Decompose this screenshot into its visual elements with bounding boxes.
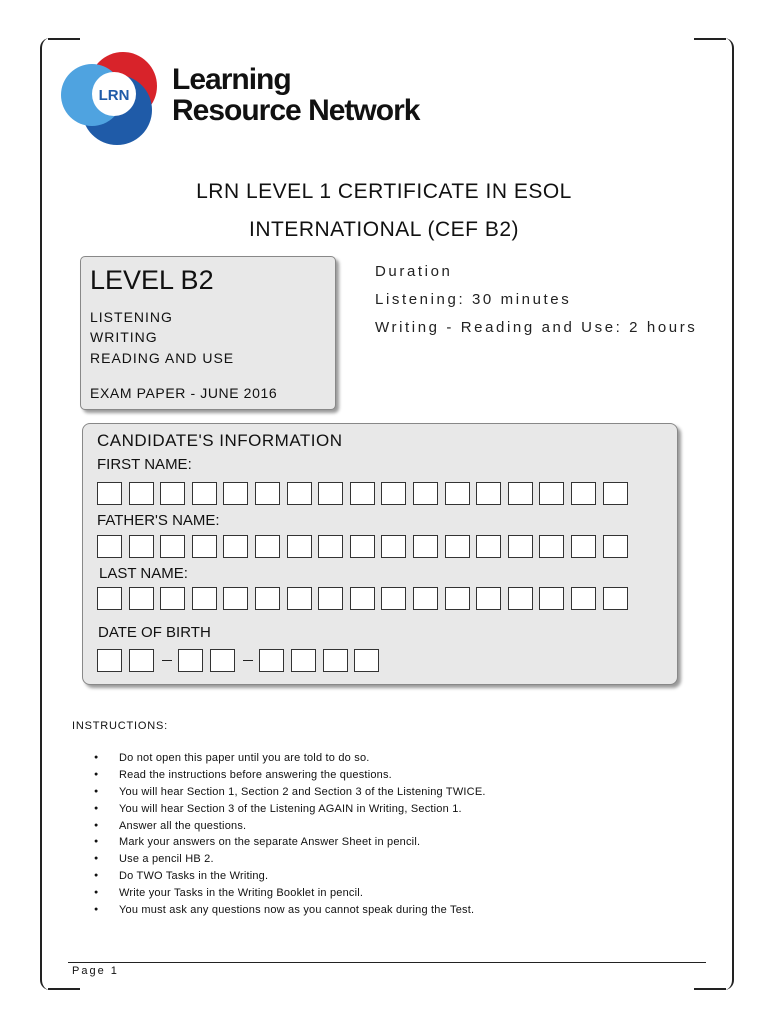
character-box[interactable] <box>323 649 348 672</box>
character-box[interactable] <box>381 482 406 505</box>
list-item: ● You will hear Section 3 of the Listening AGAIN in Writing, Section 1. <box>94 801 486 818</box>
character-box[interactable] <box>97 649 122 672</box>
character-box[interactable] <box>539 587 564 610</box>
list-item: ● You will hear Section 1, Section 2 and Section 3 of the Listening TWICE. <box>94 784 486 801</box>
frame-corner <box>694 38 726 40</box>
character-box[interactable] <box>287 482 312 505</box>
list-item: ● Do not open this paper until you are told to do so. <box>94 750 486 767</box>
character-box[interactable] <box>129 535 154 558</box>
character-box[interactable] <box>508 587 533 610</box>
character-box[interactable] <box>603 482 628 505</box>
character-box[interactable] <box>291 649 316 672</box>
frame-corner <box>48 988 80 990</box>
character-box[interactable] <box>539 482 564 505</box>
character-box[interactable] <box>97 482 122 505</box>
character-box[interactable] <box>192 535 217 558</box>
footer-divider <box>68 962 706 963</box>
character-box[interactable] <box>160 535 185 558</box>
candidate-information-title: CANDIDATE'S INFORMATION <box>97 431 343 450</box>
logo-wordmark <box>172 64 419 126</box>
skill-reading-and-use: READING AND USE <box>90 350 235 366</box>
frame-corner <box>48 38 80 40</box>
first-name-boxes[interactable] <box>97 481 634 505</box>
character-box[interactable] <box>476 535 501 558</box>
last-name-label: LAST NAME: <box>99 565 188 582</box>
level-title: LEVEL B2 <box>90 265 214 295</box>
character-box[interactable] <box>318 482 343 505</box>
skill-listening: LISTENING <box>90 309 173 325</box>
list-item: ● Read the instructions before answering the questions. <box>94 767 486 784</box>
character-box[interactable] <box>445 535 470 558</box>
character-box[interactable] <box>508 482 533 505</box>
instructions-list <box>94 750 486 919</box>
list-item: ● Do TWO Tasks in the Writing. <box>94 868 486 885</box>
logo-name-line2: Resource Network <box>172 94 420 127</box>
character-box[interactable] <box>354 649 379 672</box>
lrn-logo <box>60 48 420 148</box>
character-box[interactable] <box>350 482 375 505</box>
certificate-title-line1: LRN LEVEL 1 CERTIFICATE IN ESOL <box>196 180 572 203</box>
date-of-birth-label: DATE OF BIRTH <box>98 624 211 641</box>
list-item: ● Use a pencil HB 2. <box>94 851 486 868</box>
character-box[interactable] <box>508 535 533 558</box>
character-box[interactable] <box>381 587 406 610</box>
list-item: ● You must ask any questions now as you cannot speak during the Test. <box>94 902 486 919</box>
character-box[interactable] <box>287 535 312 558</box>
certificate-title-line2: INTERNATIONAL (CEF B2) <box>248 218 520 241</box>
skill-writing: WRITING <box>90 329 158 345</box>
character-box[interactable] <box>129 587 154 610</box>
logo-name-line1: Learning <box>172 63 291 96</box>
character-box[interactable] <box>223 587 248 610</box>
date-separator <box>162 660 172 661</box>
list-item: ● Write your Tasks in the Writing Booklet in pencil. <box>94 885 486 902</box>
character-box[interactable] <box>476 587 501 610</box>
duration-writing: Writing - Reading and Use: 2 hours <box>375 319 698 336</box>
date-of-birth-boxes[interactable] <box>97 648 386 672</box>
character-box[interactable] <box>129 649 154 672</box>
last-name-boxes[interactable] <box>97 586 634 610</box>
character-box[interactable] <box>210 649 235 672</box>
candidate-information-box <box>82 423 678 685</box>
character-box[interactable] <box>255 482 280 505</box>
character-box[interactable] <box>178 649 203 672</box>
character-box[interactable] <box>539 535 564 558</box>
fathers-name-label: FATHER'S NAME: <box>97 512 220 529</box>
level-box <box>80 256 336 410</box>
character-box[interactable] <box>445 482 470 505</box>
character-box[interactable] <box>97 587 122 610</box>
character-box[interactable] <box>160 587 185 610</box>
character-box[interactable] <box>413 482 438 505</box>
character-box[interactable] <box>223 535 248 558</box>
character-box[interactable] <box>223 482 248 505</box>
character-box[interactable] <box>571 535 596 558</box>
duration-heading: Duration <box>375 263 453 280</box>
lrn-emblem-icon <box>60 48 164 148</box>
character-box[interactable] <box>413 587 438 610</box>
instructions-heading: INSTRUCTIONS: <box>72 720 168 732</box>
exam-paper-date: EXAM PAPER - JUNE 2016 <box>90 385 278 401</box>
fathers-name-boxes[interactable] <box>97 534 634 558</box>
character-box[interactable] <box>318 587 343 610</box>
character-box[interactable] <box>255 587 280 610</box>
character-box[interactable] <box>571 587 596 610</box>
character-box[interactable] <box>350 535 375 558</box>
logo-emblem-text: LRN <box>98 87 130 104</box>
character-box[interactable] <box>255 535 280 558</box>
character-box[interactable] <box>129 482 154 505</box>
character-box[interactable] <box>445 587 470 610</box>
character-box[interactable] <box>571 482 596 505</box>
character-box[interactable] <box>318 535 343 558</box>
duration-listening: Listening: 30 minutes <box>375 291 572 308</box>
first-name-label: FIRST NAME: <box>97 456 192 473</box>
character-box[interactable] <box>97 535 122 558</box>
character-box[interactable] <box>192 587 217 610</box>
character-box[interactable] <box>350 587 375 610</box>
list-item: ● Mark your answers on the separate Answer Sheet in pencil. <box>94 834 486 851</box>
character-box[interactable] <box>603 587 628 610</box>
list-item: ● Answer all the questions. <box>94 818 486 835</box>
character-box[interactable] <box>413 535 438 558</box>
character-box[interactable] <box>603 535 628 558</box>
character-box[interactable] <box>287 587 312 610</box>
character-box[interactable] <box>160 482 185 505</box>
frame-corner <box>694 988 726 990</box>
date-separator <box>243 660 253 661</box>
character-box[interactable] <box>259 649 284 672</box>
character-box[interactable] <box>381 535 406 558</box>
character-box[interactable] <box>476 482 501 505</box>
character-box[interactable] <box>192 482 217 505</box>
page-number: Page 1 <box>72 965 119 977</box>
